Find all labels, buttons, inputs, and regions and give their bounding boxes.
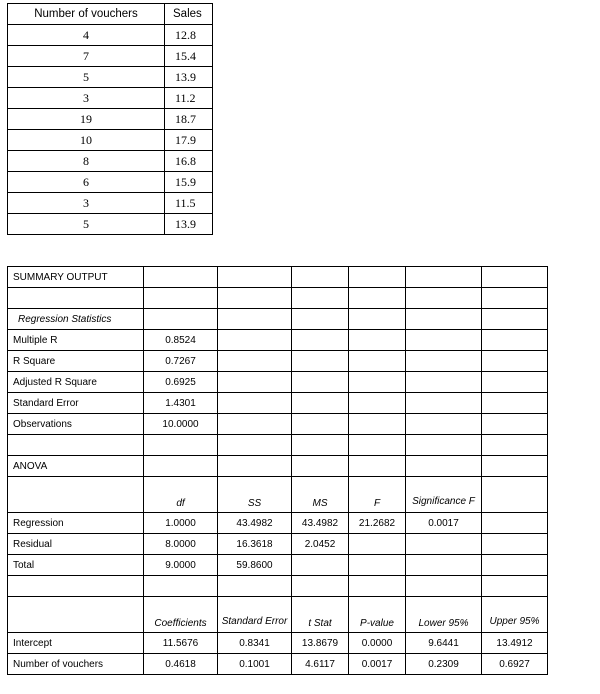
anova-significance-f-value: 0.0017 xyxy=(406,513,482,534)
table-row xyxy=(8,46,213,67)
anova-header-row xyxy=(8,477,548,513)
anova-ss-value: 43.4982 xyxy=(218,513,292,534)
stat-label: R Square xyxy=(8,351,144,372)
stat-label: Observations xyxy=(8,414,144,435)
summary-title: SUMMARY OUTPUT xyxy=(8,267,144,288)
lower-95-header: Lower 95% xyxy=(406,597,482,633)
coefficients-header: Coefficients xyxy=(144,597,218,633)
coefficient-value: 0.4618 xyxy=(144,654,218,675)
anova-significance-f-value xyxy=(406,555,482,576)
vouchers-cell: 7 xyxy=(8,46,165,67)
anova-f-value: 21.2682 xyxy=(349,513,406,534)
t-stat-value: 13.8679 xyxy=(292,633,349,654)
sales-cell: 11.5 xyxy=(165,193,213,214)
stat-row xyxy=(8,414,548,435)
p-value-value: 0.0000 xyxy=(349,633,406,654)
table-row xyxy=(8,214,213,235)
coefficients-header-row xyxy=(8,597,548,633)
anova-row xyxy=(8,513,548,534)
anova-row xyxy=(8,534,548,555)
sales-cell: 16.8 xyxy=(165,151,213,172)
header-sales: Sales xyxy=(165,4,213,25)
table-row xyxy=(8,88,213,109)
t-stat-value: 4.6117 xyxy=(292,654,349,675)
empty-row xyxy=(8,435,548,456)
anova-df-header: df xyxy=(144,477,218,513)
table-header-row xyxy=(8,4,213,25)
stat-value: 0.6925 xyxy=(144,372,218,393)
table-row xyxy=(8,67,213,88)
anova-significance-f-value xyxy=(406,534,482,555)
table-row xyxy=(8,109,213,130)
anova-f-value xyxy=(349,555,406,576)
stat-label: Multiple R xyxy=(8,330,144,351)
anova-ms-value: 2.0452 xyxy=(292,534,349,555)
table-row xyxy=(8,172,213,193)
empty-row xyxy=(8,576,548,597)
anova-f-value xyxy=(349,534,406,555)
sales-cell: 13.9 xyxy=(165,67,213,88)
p-value-header: P-value xyxy=(349,597,406,633)
stat-row xyxy=(8,372,548,393)
sales-cell: 13.9 xyxy=(165,214,213,235)
anova-row xyxy=(8,555,548,576)
sales-cell: 15.4 xyxy=(165,46,213,67)
lower-95-value: 9.6441 xyxy=(406,633,482,654)
anova-ss-value: 16.3618 xyxy=(218,534,292,555)
coefficient-row-label: Number of vouchers xyxy=(8,654,144,675)
stat-row xyxy=(8,351,548,372)
stat-value: 0.8524 xyxy=(144,330,218,351)
sales-cell: 11.2 xyxy=(165,88,213,109)
anova-df-value: 1.0000 xyxy=(144,513,218,534)
table-row xyxy=(8,193,213,214)
anova-ms-value: 43.4982 xyxy=(292,513,349,534)
sales-cell: 18.7 xyxy=(165,109,213,130)
stat-value: 10.0000 xyxy=(144,414,218,435)
anova-ms-value xyxy=(292,555,349,576)
anova-ss-header: SS xyxy=(218,477,292,513)
anova-heading: ANOVA xyxy=(8,456,144,477)
vouchers-cell: 5 xyxy=(8,67,165,88)
standard-error-value: 0.1001 xyxy=(218,654,292,675)
vouchers-cell: 5 xyxy=(8,214,165,235)
vouchers-cell: 3 xyxy=(8,193,165,214)
anova-row-label: Residual xyxy=(8,534,144,555)
empty-row xyxy=(8,288,548,309)
anova-row-label: Total xyxy=(8,555,144,576)
table-row xyxy=(8,25,213,46)
standard-error-header: Standard Error xyxy=(218,597,292,633)
stat-label: Adjusted R Square xyxy=(8,372,144,393)
regression-statistics-heading: Regression Statistics xyxy=(8,309,144,330)
anova-row-label: Regression xyxy=(8,513,144,534)
regression-output-table xyxy=(7,266,548,675)
anova-heading-row xyxy=(8,456,548,477)
stat-label: Standard Error xyxy=(8,393,144,414)
coefficient-row-label: Intercept xyxy=(8,633,144,654)
stat-row xyxy=(8,393,548,414)
regression-statistics-heading-row xyxy=(8,309,548,330)
vouchers-cell: 8 xyxy=(8,151,165,172)
stat-row xyxy=(8,330,548,351)
header-vouchers: Number of vouchers xyxy=(8,4,165,25)
summary-title-row xyxy=(8,267,548,288)
sales-cell: 12.8 xyxy=(165,25,213,46)
upper-95-header: Upper 95% xyxy=(482,597,548,633)
table-row xyxy=(8,130,213,151)
anova-ms-header: MS xyxy=(292,477,349,513)
t-stat-header: t Stat xyxy=(292,597,349,633)
anova-ss-value: 59.8600 xyxy=(218,555,292,576)
vouchers-cell: 10 xyxy=(8,130,165,151)
stat-value: 1.4301 xyxy=(144,393,218,414)
vouchers-cell: 4 xyxy=(8,25,165,46)
sales-cell: 17.9 xyxy=(165,130,213,151)
upper-95-value: 0.6927 xyxy=(482,654,548,675)
coefficient-row xyxy=(8,633,548,654)
p-value-value: 0.0017 xyxy=(349,654,406,675)
lower-95-value: 0.2309 xyxy=(406,654,482,675)
anova-df-value: 8.0000 xyxy=(144,534,218,555)
vouchers-cell: 19 xyxy=(8,109,165,130)
standard-error-value: 0.8341 xyxy=(218,633,292,654)
anova-significance-f-header: Significance F xyxy=(406,477,482,513)
anova-f-header: F xyxy=(349,477,406,513)
vouchers-cell: 3 xyxy=(8,88,165,109)
stat-value: 0.7267 xyxy=(144,351,218,372)
coefficient-row xyxy=(8,654,548,675)
upper-95-value: 13.4912 xyxy=(482,633,548,654)
anova-df-value: 9.0000 xyxy=(144,555,218,576)
coefficient-value: 11.5676 xyxy=(144,633,218,654)
table-row xyxy=(8,151,213,172)
vouchers-cell: 6 xyxy=(8,172,165,193)
sales-cell: 15.9 xyxy=(165,172,213,193)
vouchers-sales-table xyxy=(7,3,213,235)
